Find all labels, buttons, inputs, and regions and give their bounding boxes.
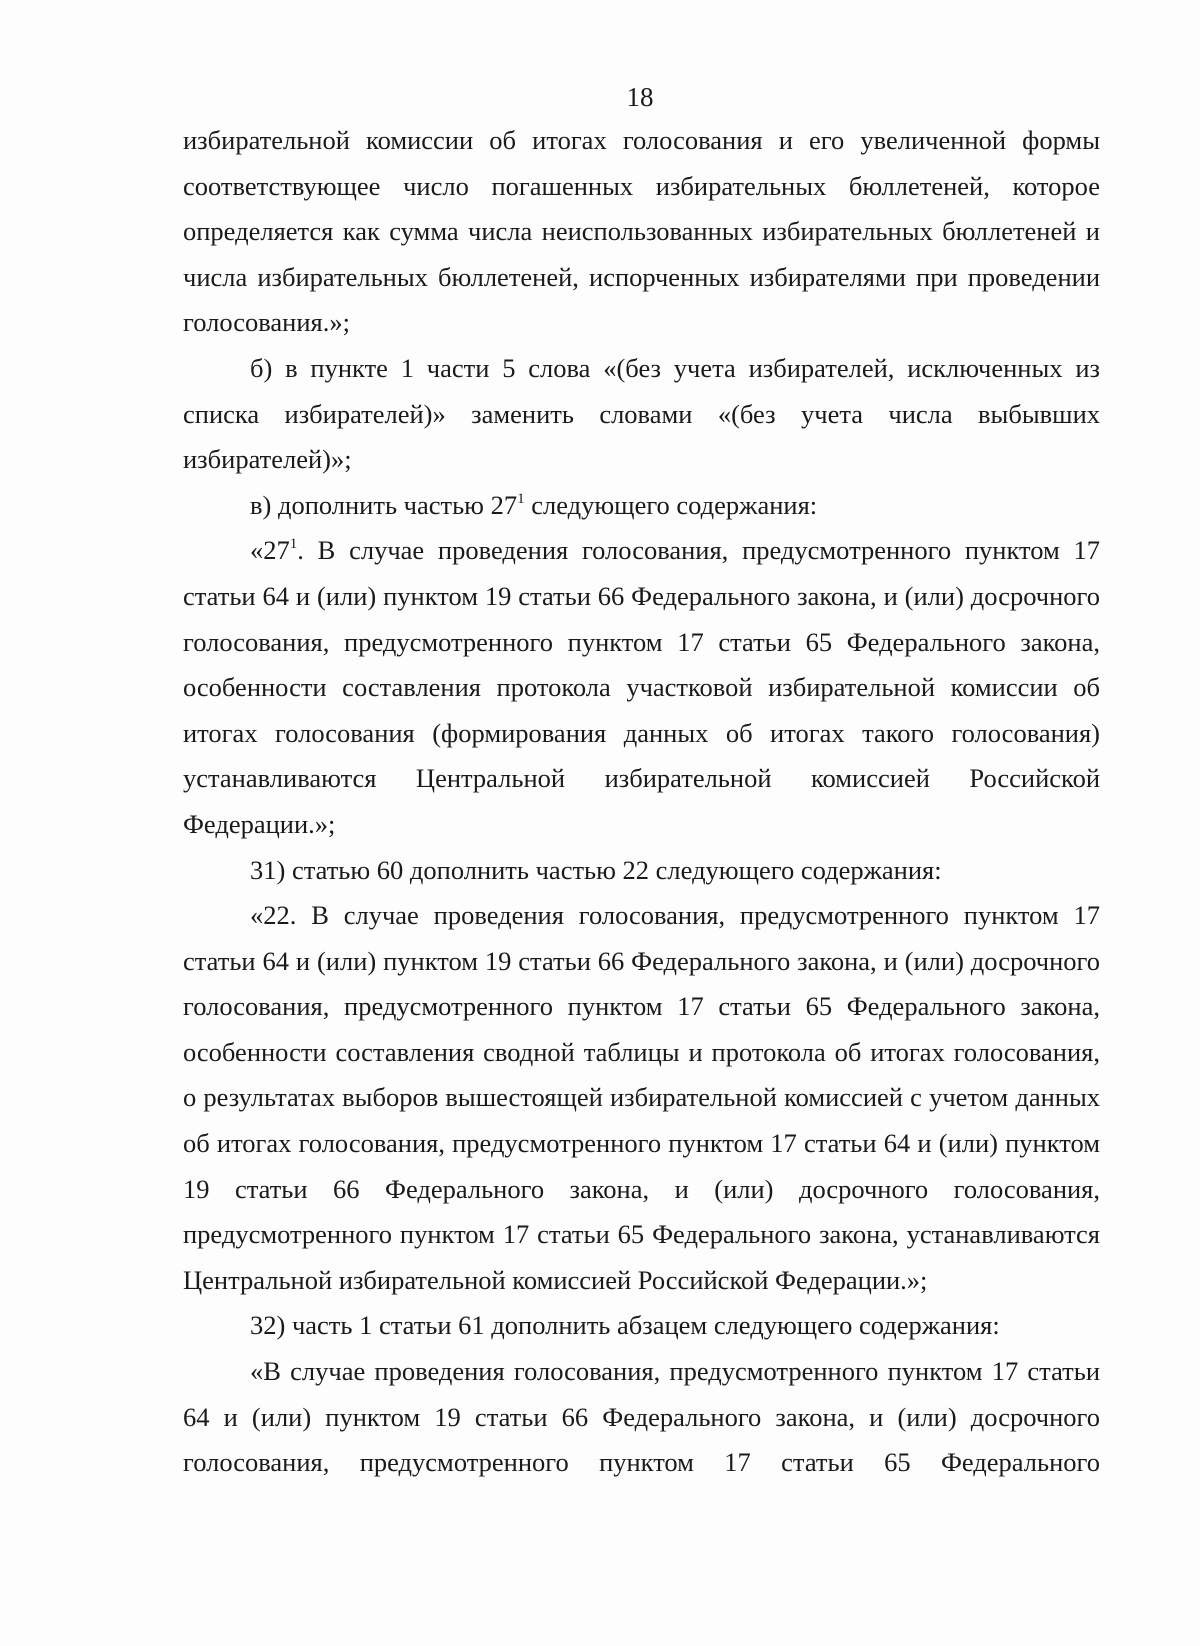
paragraph-item-31: 31) статью 60 дополнить частью 22 следующего содержания:: [250, 854, 942, 885]
paragraph-item-32: 32) часть 1 статьи 61 дополнить абзацем следующего содержания:: [250, 1310, 1000, 1341]
paragraph-part-27-1-text-end: . В случае проведения голосования, предусмотренного пунктом 17 статьи 64 и (или) пунктом 19 статьи 66 Федерального закона, и (или) досрочного голосования, предусмотренного пунктом 17 статьи 65 Федерального закона, особенности составления протокола участковой избирательной комиссии об итогах голосования (формирования данных об итогах такого голосования) устанавливаются Центральной избирательной комиссией Российской Федерации.»;: [183, 535, 1100, 839]
paragraph-part-27-1: [183, 528, 1100, 847]
paragraph-continuation: избирательной комиссии об итогах голосования и его увеличенной формы соответствующее число погашенных избирательных бюллетеней, которое определяется как сумма числа неиспользованных избирательных бюллетеней и числа избирательных бюллетеней, испорченных избирателями при проведении голосования.»;: [183, 125, 1100, 338]
superscript-index: 1: [289, 536, 298, 553]
page-number: 18: [626, 82, 654, 112]
paragraph-part-27-1-text-start: «27: [250, 535, 290, 566]
paragraph-item-v: [183, 483, 1100, 529]
paragraph-added-abzac: «В случае проведения голосования, предусмотренного пунктом 17 статьи 64 и (или) пунктом 19 статьи 66 Федерального закона, и (или) досрочного голосования, предусмотренного пунктом 17 статьи 65 Федерального: [183, 1356, 1100, 1478]
document-body: [183, 118, 1100, 1486]
paragraph-item-b: б) в пункте 1 части 5 слова «(без учета избирателей, исключенных из списка избирателей)» заменить словами «(без учета числа выбывших избирателей)»;: [183, 352, 1100, 475]
paragraph-item-v-text-end: следующего содержания:: [524, 489, 818, 520]
paragraph-part-22: «22. В случае проведения голосования, предусмотренного пунктом 17 статьи 64 и (или) пунктом 19 статьи 66 Федерального закона, и (или) досрочного голосования, предусмотренного пунктом 17 статьи 65 Федерального закона, особенности составления сводной таблицы и протокола об итогах голосования, о результатах выборов вышестоящей избирательной комиссией с учетом данных об итогах голосования, предусмотренного пунктом 17 статьи 64 и (или) пунктом 19 статьи 66 Федерального закона, и (или) досрочного голосования, предусмотренного пунктом 17 статьи 65 Федерального закона, устанавливаются Центральной избирательной комиссией Российской Федерации.»;: [183, 900, 1100, 1295]
paragraph-item-v-text-start: в) дополнить частью 27: [250, 489, 518, 520]
superscript-index: 1: [517, 490, 525, 507]
